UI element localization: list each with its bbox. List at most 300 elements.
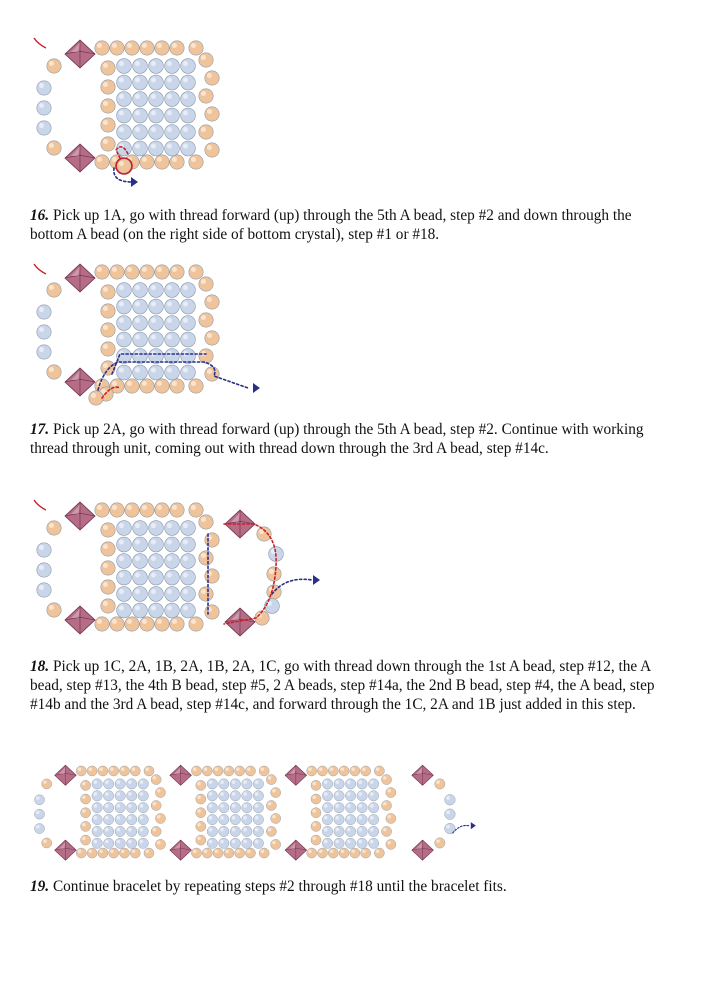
thread-tail — [34, 264, 46, 274]
bead-b — [92, 814, 102, 824]
bead-b — [133, 521, 148, 536]
figure-step-18 — [28, 494, 328, 644]
bead-b — [445, 809, 456, 820]
bead-b — [334, 838, 344, 848]
bead-a — [81, 808, 91, 818]
bead-a — [155, 617, 169, 631]
bead-a — [155, 503, 169, 517]
bead-b — [253, 779, 263, 789]
bead-b — [253, 802, 263, 812]
bead-a — [199, 53, 213, 67]
bead-a — [125, 617, 139, 631]
bead-a — [311, 821, 321, 831]
bead-b — [345, 791, 355, 801]
bead-b — [149, 349, 164, 364]
bead-b — [115, 826, 125, 836]
bead-b — [334, 779, 344, 789]
bead-a — [386, 788, 396, 798]
bead-a — [382, 826, 392, 836]
bead-a — [110, 617, 124, 631]
bead-b — [368, 779, 378, 789]
bead-b — [165, 332, 180, 347]
bead-a — [189, 503, 203, 517]
bead-b — [207, 802, 217, 812]
bead-b — [133, 316, 148, 331]
bead-b — [138, 802, 148, 812]
bead-b — [126, 826, 136, 836]
bead-a — [155, 41, 169, 55]
bead-b — [149, 332, 164, 347]
bead-b — [149, 125, 164, 140]
step-number: 16. — [30, 207, 50, 224]
bead-a — [266, 826, 276, 836]
bead-b — [37, 325, 51, 339]
bead-a — [125, 503, 139, 517]
bead-b — [334, 814, 344, 824]
bead-b — [253, 826, 263, 836]
crystal-bead — [65, 368, 95, 396]
bead-b — [115, 814, 125, 824]
bead-b — [230, 826, 240, 836]
bead-a — [205, 605, 219, 619]
bead-a — [386, 839, 396, 849]
bead-b — [181, 349, 196, 364]
step-19 — [30, 877, 675, 896]
bead-b — [37, 81, 51, 95]
bead-b — [357, 814, 367, 824]
bead-b — [181, 108, 196, 123]
bead-a — [382, 800, 392, 810]
bead-b — [117, 554, 132, 569]
bead-a — [317, 848, 327, 858]
bead-a — [125, 379, 139, 393]
bead-a — [307, 766, 317, 776]
bead-a — [205, 71, 219, 85]
bead-a — [328, 766, 338, 776]
bead-b — [133, 299, 148, 314]
arrow-head — [131, 177, 138, 187]
bead-b — [133, 92, 148, 107]
bead-b — [34, 795, 44, 805]
bead-b — [181, 125, 196, 140]
bead-a — [76, 848, 86, 858]
crystal-bead — [55, 765, 77, 785]
bead-a — [271, 813, 281, 823]
bead-b — [253, 838, 263, 848]
bead-b — [133, 587, 148, 602]
bead-a — [170, 617, 184, 631]
bead-a — [245, 766, 255, 776]
bead-a — [119, 766, 129, 776]
bead-b — [138, 814, 148, 824]
bead-b — [207, 838, 217, 848]
bead-b — [149, 316, 164, 331]
bead-b — [242, 802, 252, 812]
bead-a — [189, 265, 203, 279]
step-text: Continue bracelet by repeating steps #2 through #18 until the bracelet fits. — [52, 878, 507, 895]
bead-a — [224, 848, 234, 858]
bead-a — [95, 617, 109, 631]
bead-b — [126, 838, 136, 848]
crystal-bead — [65, 40, 95, 68]
bead-a — [196, 821, 206, 831]
bead-b — [37, 563, 51, 577]
bead-a — [101, 99, 115, 113]
crystal-bead — [412, 840, 434, 860]
bead-b — [181, 316, 196, 331]
bead-a — [81, 835, 91, 845]
bead-a — [140, 617, 154, 631]
figure-step-16 — [28, 30, 248, 198]
bead-b — [165, 75, 180, 90]
bead-b — [265, 599, 280, 614]
bead-a — [47, 365, 61, 379]
bead-b — [165, 587, 180, 602]
bead-b — [368, 791, 378, 801]
bead-b — [126, 814, 136, 824]
bead-b — [103, 791, 113, 801]
bead-a — [235, 848, 245, 858]
bead-b — [117, 299, 132, 314]
bead-b — [37, 305, 51, 319]
bead-a — [170, 155, 184, 169]
bead-a — [101, 542, 115, 556]
bead-a — [101, 61, 115, 75]
bead-a — [130, 848, 140, 858]
bead-a — [339, 766, 349, 776]
bead-b — [242, 826, 252, 836]
bead-a — [47, 521, 61, 535]
bead-b — [181, 92, 196, 107]
bead-b — [181, 554, 196, 569]
bead-b — [181, 283, 196, 298]
bead-a — [95, 265, 109, 279]
bead-a — [47, 603, 61, 617]
bead-b — [133, 554, 148, 569]
bead-b — [117, 570, 132, 585]
bead-b — [149, 75, 164, 90]
bead-b — [92, 826, 102, 836]
bead-b — [181, 332, 196, 347]
bead-b — [117, 587, 132, 602]
bead-b — [368, 802, 378, 812]
bead-b — [322, 791, 332, 801]
bead-b — [345, 802, 355, 812]
bead-a — [307, 848, 317, 858]
bead-a — [205, 569, 219, 583]
bead-b — [357, 838, 367, 848]
bead-a — [202, 848, 212, 858]
bead-a — [81, 780, 91, 790]
bead-b — [181, 603, 196, 618]
bead-b — [92, 802, 102, 812]
bead-a — [374, 766, 384, 776]
bead-a — [144, 766, 154, 776]
bead-b — [219, 838, 229, 848]
bead-b — [138, 826, 148, 836]
bead-b — [117, 521, 132, 536]
bead-b — [133, 141, 148, 156]
bead-a — [196, 780, 206, 790]
bead-b — [133, 125, 148, 140]
bead-b — [149, 365, 164, 380]
crystal-bead — [65, 606, 95, 634]
bead-b — [149, 108, 164, 123]
bead-a — [205, 295, 219, 309]
crystal-bead — [170, 765, 192, 785]
bead-b — [103, 814, 113, 824]
bead-a — [205, 367, 219, 381]
step-16 — [30, 206, 675, 244]
figure-step-19 — [28, 758, 498, 870]
bead-b — [219, 779, 229, 789]
bead-b — [322, 838, 332, 848]
bead-b — [149, 92, 164, 107]
bead-b — [207, 814, 217, 824]
bead-a — [87, 848, 97, 858]
bead-a — [199, 515, 213, 529]
bead-b — [149, 521, 164, 536]
bead-b — [181, 521, 196, 536]
bead-b — [181, 75, 196, 90]
crystal-bead — [65, 502, 95, 530]
bead-b — [253, 814, 263, 824]
bead-b — [230, 779, 240, 789]
bead-b — [165, 92, 180, 107]
bead-b — [37, 543, 51, 557]
bead-b — [133, 332, 148, 347]
bead-a — [140, 379, 154, 393]
bead-a — [317, 766, 327, 776]
bead-b — [357, 826, 367, 836]
bead-b — [92, 779, 102, 789]
step-number: 18. — [30, 658, 50, 675]
bead-a — [205, 143, 219, 157]
bead-b — [138, 838, 148, 848]
bead-b — [117, 125, 132, 140]
bead-a — [155, 265, 169, 279]
bead-b — [138, 779, 148, 789]
bead-b — [165, 316, 180, 331]
bead-b — [165, 59, 180, 74]
bead-a — [101, 304, 115, 318]
bead-a — [199, 277, 213, 291]
bead-b — [345, 826, 355, 836]
bead-b — [37, 101, 51, 115]
bead-b — [117, 59, 132, 74]
bead-a — [350, 848, 360, 858]
step-text: Pick up 1A, go with thread forward (up) through the 5th A bead, step #2 and down through the bottom A bead (on the right side of bottom crystal), step #1 or #18. — [30, 207, 632, 243]
bead-b — [165, 554, 180, 569]
bead-a — [140, 503, 154, 517]
bead-a — [101, 137, 115, 151]
bead-b — [37, 121, 51, 135]
bead-a — [435, 779, 445, 789]
bead-a — [76, 766, 86, 776]
bead-a — [202, 766, 212, 776]
bead-b — [37, 583, 51, 597]
bead-a — [266, 775, 276, 785]
bead-a — [205, 107, 219, 121]
bead-a — [42, 779, 52, 789]
bead-a — [259, 766, 269, 776]
bead-a — [266, 800, 276, 810]
bead-a — [119, 848, 129, 858]
bead-a — [189, 155, 203, 169]
bead-b — [181, 537, 196, 552]
arrow-head — [471, 822, 476, 829]
bead-b — [126, 791, 136, 801]
bead-b — [345, 814, 355, 824]
bead-b — [368, 838, 378, 848]
bead-b — [368, 826, 378, 836]
bead-a — [117, 159, 131, 173]
bead-a — [155, 155, 169, 169]
step-text: Pick up 2A, go with thread forward (up) through the 5th A bead, step #2. Continue with working thread through unit, coming out with thread down through the 3rd A bead, step #14c. — [30, 421, 644, 457]
crystal-bead — [65, 264, 95, 292]
bead-a — [110, 265, 124, 279]
arrow-head — [313, 575, 320, 585]
bead-b — [149, 554, 164, 569]
bead-b — [117, 92, 132, 107]
bead-a — [155, 788, 165, 798]
bead-b — [92, 791, 102, 801]
crystal-bead — [285, 840, 307, 860]
bead-a — [81, 794, 91, 804]
bead-b — [149, 587, 164, 602]
bead-b — [133, 570, 148, 585]
bead-b — [115, 838, 125, 848]
bead-a — [155, 839, 165, 849]
step-17 — [30, 420, 675, 458]
bead-b — [181, 587, 196, 602]
bead-a — [205, 331, 219, 345]
bead-a — [191, 766, 201, 776]
bead-a — [374, 848, 384, 858]
bead-b — [242, 838, 252, 848]
bead-b — [165, 521, 180, 536]
bead-a — [101, 323, 115, 337]
bead-b — [117, 75, 132, 90]
bead-a — [125, 265, 139, 279]
bead-a — [189, 617, 203, 631]
bead-a — [109, 848, 119, 858]
bead-b — [133, 283, 148, 298]
bead-a — [170, 41, 184, 55]
bead-a — [213, 848, 223, 858]
bead-b — [242, 779, 252, 789]
bead-a — [196, 808, 206, 818]
bead-b — [34, 809, 44, 819]
bead-a — [95, 155, 109, 169]
bead-b — [126, 779, 136, 789]
bead-b — [149, 299, 164, 314]
bead-a — [311, 808, 321, 818]
bead-b — [230, 814, 240, 824]
bead-a — [199, 89, 213, 103]
bead-a — [199, 349, 213, 363]
bead-b — [165, 603, 180, 618]
bead-b — [165, 125, 180, 140]
bead-a — [42, 838, 52, 848]
bead-b — [207, 791, 217, 801]
crystal-bead — [55, 840, 77, 860]
bead-a — [110, 503, 124, 517]
bead-b — [149, 603, 164, 618]
bead-a — [361, 766, 371, 776]
bead-a — [140, 265, 154, 279]
bead-b — [115, 779, 125, 789]
bead-b — [103, 802, 113, 812]
step-text: Pick up 1C, 2A, 1B, 2A, 1B, 2A, 1C, go with thread down through the 1st A bead, step #12, the A bead, step #13, the 4th B bead, step #5, 2 A beads, step #14a, the 2nd B bead, step #4, the A bead, step #14b and the 3rd A bead, step #14c, and forward through the 1C, 2A and 1B just added in this step. — [30, 658, 655, 713]
bead-a — [311, 835, 321, 845]
bead-b — [133, 365, 148, 380]
bead-b — [219, 814, 229, 824]
bead-a — [189, 41, 203, 55]
bead-a — [155, 813, 165, 823]
bead-a — [140, 41, 154, 55]
bead-b — [133, 59, 148, 74]
bead-b — [165, 349, 180, 364]
bead-a — [101, 580, 115, 594]
bead-a — [130, 766, 140, 776]
bead-a — [224, 766, 234, 776]
bead-a — [98, 848, 108, 858]
bead-a — [101, 118, 115, 132]
bead-b — [149, 283, 164, 298]
bead-b — [149, 141, 164, 156]
bead-a — [101, 561, 115, 575]
bead-b — [230, 838, 240, 848]
bead-b — [219, 791, 229, 801]
bead-a — [386, 813, 396, 823]
bead-a — [311, 780, 321, 790]
bead-a — [47, 141, 61, 155]
bead-a — [47, 283, 61, 297]
bead-b — [149, 570, 164, 585]
bead-a — [196, 794, 206, 804]
bead-a — [144, 848, 154, 858]
bead-b — [230, 802, 240, 812]
bead-a — [382, 775, 392, 785]
bead-a — [155, 379, 169, 393]
bead-a — [89, 391, 103, 405]
bead-a — [435, 838, 445, 848]
bead-b — [103, 826, 113, 836]
bead-b — [165, 108, 180, 123]
figure-step-17 — [28, 258, 268, 408]
bead-b — [345, 838, 355, 848]
bead-a — [95, 41, 109, 55]
bead-a — [361, 848, 371, 858]
bead-a — [189, 379, 203, 393]
bead-a — [271, 788, 281, 798]
bead-b — [219, 802, 229, 812]
bead-b — [149, 59, 164, 74]
bead-a — [151, 800, 161, 810]
bead-a — [125, 41, 139, 55]
bead-a — [87, 766, 97, 776]
bead-b — [117, 108, 132, 123]
bead-b — [357, 791, 367, 801]
bead-a — [101, 342, 115, 356]
bracelet-chain — [34, 765, 475, 860]
bead-a — [151, 775, 161, 785]
bead-a — [110, 41, 124, 55]
bead-a — [81, 821, 91, 831]
bead-a — [101, 599, 115, 613]
bead-b — [334, 791, 344, 801]
